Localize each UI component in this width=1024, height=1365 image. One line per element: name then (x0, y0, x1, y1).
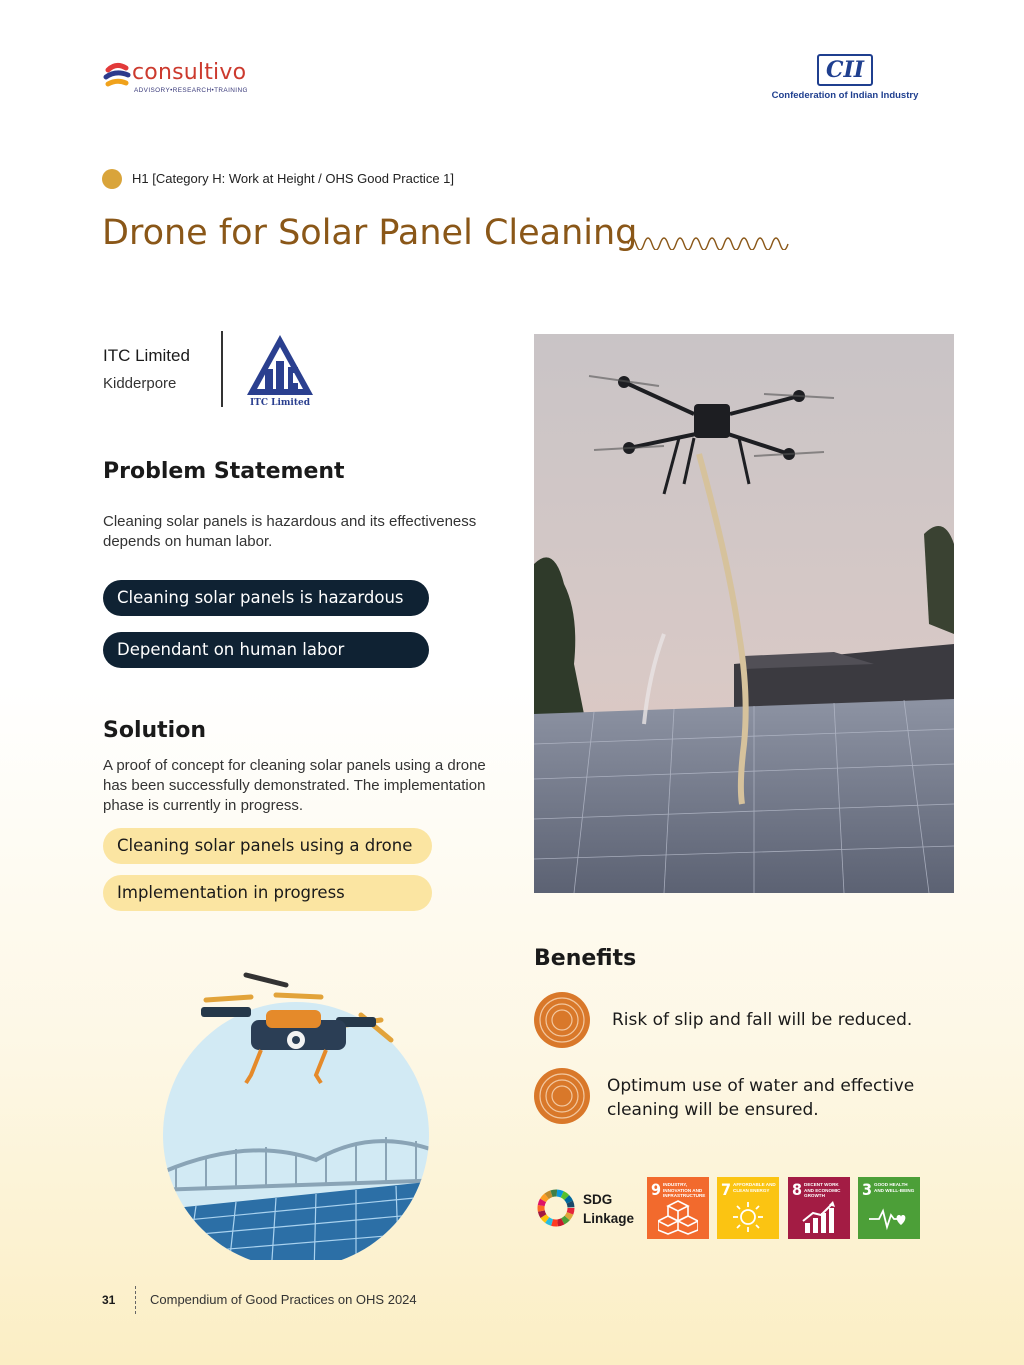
company-location: Kidderpore (103, 375, 177, 392)
sdg-number: 7 (721, 1180, 732, 1199)
sdg-goal-label: AFFORDABLE AND CLEAN ENERGY (733, 1182, 776, 1193)
sdg-number: 9 (651, 1180, 662, 1199)
footer-publication: Compendium of Good Practices on OHS 2024 (150, 1292, 417, 1307)
solution-tag: Implementation in progress (103, 875, 432, 911)
itc-logo-text: ITC Limited (249, 398, 311, 407)
sdg-goal-3 (858, 1177, 920, 1239)
problem-tag: Dependant on human labor (103, 632, 429, 668)
consultivo-logo (102, 60, 252, 98)
squiggle-decoration (626, 230, 790, 250)
sdg-linkage-label: SDG Linkage (583, 1192, 635, 1226)
heartbeat-icon (869, 1199, 909, 1235)
solution-tag: Cleaning solar panels using a drone (103, 828, 432, 864)
sun-icon (728, 1199, 768, 1235)
benefit-bullet-icon (533, 991, 591, 1049)
sdg-number: 8 (792, 1180, 803, 1199)
company-name: ITC Limited (103, 346, 190, 365)
sdg-goal-label: DECENT WORK AND ECONOMIC GROWTH (804, 1182, 841, 1198)
consultivo-swirl-icon (102, 60, 132, 90)
benefit-item: Risk of slip and fall will be reduced. (612, 1010, 913, 1030)
itc-logo-icon (243, 333, 317, 407)
brand-tagline: ADVISORY•RESEARCH•TRAINING (134, 87, 248, 94)
drone-photo (534, 334, 954, 893)
sdg-goal-label: GOOD HEALTH AND WELL-BEING (874, 1182, 915, 1193)
sdg-wheel-icon (536, 1188, 576, 1228)
sdg-number: 3 (862, 1180, 873, 1199)
problem-tag: Cleaning solar panels is hazardous (103, 580, 429, 616)
drone-illustration (156, 965, 436, 1260)
category-dot (102, 169, 122, 189)
cii-mark: CII (817, 54, 873, 86)
growth-chart-icon (799, 1199, 839, 1235)
cii-logo (760, 54, 930, 104)
benefit-item: Optimum use of water and effective cleaning will be ensured. (607, 1076, 915, 1120)
cii-name: Confederation of Indian Industry (771, 90, 919, 101)
problem-text: Cleaning solar panels is hazardous and its effectiveness depends on human labor. (103, 513, 477, 550)
divider (221, 331, 223, 407)
footer-divider (135, 1286, 136, 1314)
solution-text: A proof of concept for cleaning solar panels using a drone has been successfully demonstrated. The implementation phase is currently in progress. (103, 757, 486, 814)
page-number: 31 (102, 1293, 116, 1307)
sdg-goal-8 (788, 1177, 850, 1239)
sdg-goal-9 (647, 1177, 709, 1239)
cubes-icon (658, 1199, 698, 1235)
sdg-goal-7 (717, 1177, 779, 1239)
brand-name: consultivo (132, 60, 247, 85)
sdg-goal-label: INDUSTRY, INNOVATION AND INFRASTRUCTURE (663, 1182, 706, 1198)
solution-heading: Solution (103, 718, 206, 743)
page-title: Drone for Solar Panel Cleaning (102, 213, 638, 253)
benefits-heading: Benefits (534, 946, 637, 971)
problem-heading: Problem Statement (103, 459, 345, 484)
category-label: H1 [Category H: Work at Height / OHS Good Practice 1] (132, 171, 454, 186)
benefit-bullet-icon (533, 1067, 591, 1125)
